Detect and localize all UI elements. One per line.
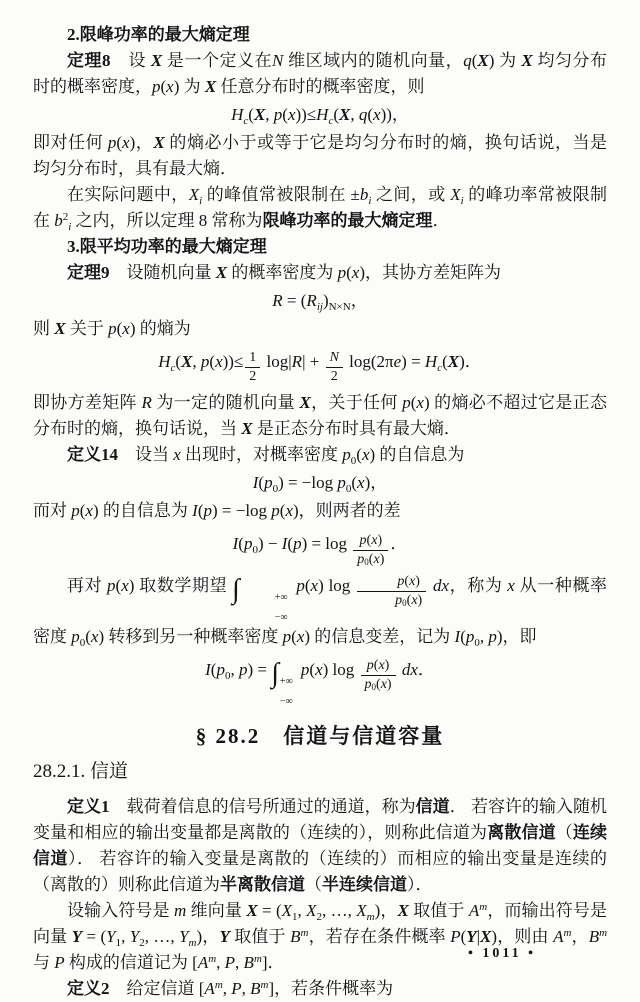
paragraph-uniform-max-entropy: 即对任何 p(x)，X 的熵必小于或等于它是均匀分布时的熵，换句话说，当是均匀分布时，具有最大熵．	[33, 133, 608, 178]
heading-section-28-2: § 28.2 信道与信道容量	[195, 723, 445, 748]
paragraph-theorem-8: 定理8 设 X 是一个定义在N 维区域内的随机向量，q(X) 为 X 均匀分布时的概率密度，p(x) 为 X 任意分布时的概率密度，则	[33, 51, 608, 96]
heading-subsection-28-2-1: 28.2.1. 信道	[33, 760, 129, 782]
paragraph-entropy-of-x: 则 X 关于 p(x) 的熵为	[33, 319, 191, 338]
paragraph-expectation-integral: 再对 p(x) 取数学期望 ∫ +∞ −∞ p(x) log $\frac{p(x)}{p_0(x)}$ dx，称为 x 从一种概率密度 $p_0(x)$ 转移到另一种概率密度 p(x) 的信息变差，记为 $I(p_0$, p)，即	[33, 573, 608, 649]
paragraph-channel-vectors: 设输入符号是 m 维向量 $X = (X_1$, $X_2$, …, $X_m$)，X 取值于 $A^m$，而输出符号是向量 $Y = (Y_1$, $Y_2$, …, $Y_m$)，Y 取值于 $B^m$，若存在条件概率 P(Y|X)，则由 $A^m$，$B^m$ 与 P 构成的信道记为 [$A^m$, P, $B^m$]．	[33, 900, 608, 972]
heading-peak-power-theorem: 2.限峰功率的最大熵定理	[67, 25, 250, 44]
paragraph-peak-power-limit: 在实际问题中，$X_i$ 的峰值常被限制在 $\pm b_i$ 之间，或 $X_i$ 的峰功率常被限制在 $b^2_i$ 之内，所以定理 8 常称为限峰功率的最大熵定理．	[33, 185, 608, 233]
formula-information-variation: $I(p_0$, p) = ∫ +∞ −∞ p(x) log $\frac{p(x)}{p_0(x)}$ dx．	[205, 657, 435, 707]
heading-average-power-theorem: 3.限平均功率的最大熵定理	[67, 237, 267, 256]
paragraph-theorem-9: 定理9 设随机向量 X 的概率密度为 p(x)，其协方差矩阵为	[67, 263, 501, 282]
paragraph-self-information-p: 而对 p(x) 的自信息为 I(p) = −log p(x)，则两者的差	[33, 501, 401, 521]
formula-information-difference: $I(p_0) - I(p) = \log$ $\frac{p(x)}{p_0(x)}$ ．	[232, 532, 408, 567]
formula-self-information-p0: $I(p_0) = -\log$ $p_0(x)$，	[252, 473, 388, 496]
paragraph-definition-1: 定义1 载荷着信息的信号所通过的通道，称为信道． 若容许的输入随机变量和相应的输出变量都是离散的（连续的），则称此信道为离散信道（连续信道）． 若容许的输入变量是离散的（连续的）而相应的输出变量是连续的（离散的）则称此信道为半离散信道（半连续信道）．	[33, 796, 608, 894]
paragraph-normal-max-entropy: 即协方差矩阵 R 为一定的随机向量 X，关于任何 p(x) 的熵必不超过它是正态分布时的熵，换句话说，当 X 是正态分布时具有最大熵．	[33, 393, 607, 439]
formula-covariance-matrix: $R = (R_{ij})_{N\times N}$，	[272, 291, 368, 313]
page-number: • 1011 •	[468, 946, 537, 961]
formula-entropy-uniform-bound: $H_c(X$, $p(x))\le H_c(X$, q(x))，	[231, 105, 409, 127]
paragraph-definition-14: 定义14 设当 x 出现时，对概率密度 $p_0(x)$ 的自信息为	[67, 445, 465, 468]
formula-entropy-upper-bound: $H_c(X$, p(x))≤ $\frac{1}{2}$ log|R| + $\frac{N}{2}$ $\log(2\pi e) = H_c(X)$．	[158, 350, 482, 385]
paragraph-definition-2: 定义2 给定信道 [$A^m$, P, $B^m$]，若条件概率为	[67, 978, 394, 998]
